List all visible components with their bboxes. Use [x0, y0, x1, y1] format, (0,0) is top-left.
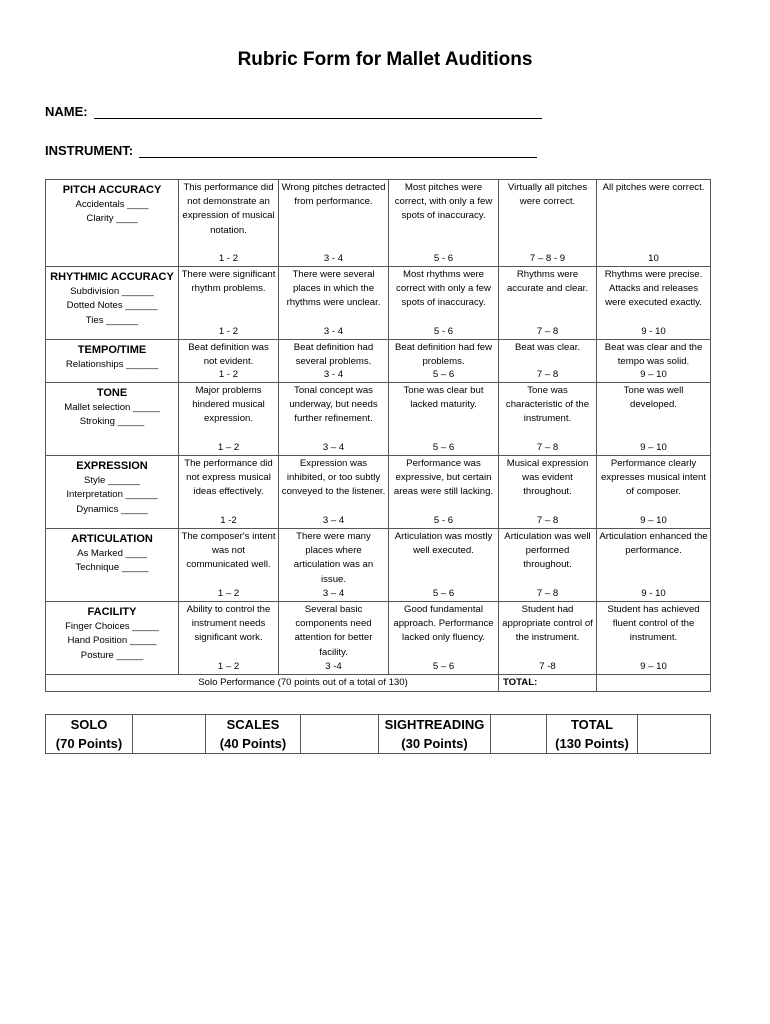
criterion-cell[interactable]	[279, 180, 389, 267]
criterion-text: Good fundamental approach. Performance lacked only fluency.	[393, 604, 494, 644]
criterion-text: Wrong pitches detracted from performance.	[281, 182, 386, 208]
criterion-score: 7 – 8	[536, 514, 559, 526]
category-subitem[interactable]: Clarity ____	[86, 213, 138, 225]
criterion-cell[interactable]	[279, 529, 389, 602]
summary-points: (130 Points)	[555, 736, 629, 751]
criterion-score: 5 - 6	[433, 514, 454, 526]
criterion-score: 9 – 10	[640, 514, 667, 526]
category-cell	[46, 529, 179, 602]
criterion-cell[interactable]	[597, 383, 711, 456]
category-name: TEMPO/TIME	[77, 344, 147, 356]
category-name: PITCH ACCURACY	[62, 184, 162, 196]
summary-score-cell[interactable]	[491, 715, 547, 754]
criterion-cell[interactable]	[499, 383, 597, 456]
category-cell	[46, 180, 179, 267]
summary-name: TOTAL	[570, 717, 614, 732]
category-cell	[46, 456, 179, 529]
criterion-cell[interactable]	[389, 529, 499, 602]
summary-points: (30 Points)	[401, 736, 468, 751]
category-subitem[interactable]: Technique _____	[75, 562, 149, 574]
criterion-text: Articulation was mostly well executed.	[394, 531, 493, 557]
category-subitem[interactable]: Stroking _____	[79, 416, 145, 428]
rubric-total-label: TOTAL:	[499, 675, 597, 692]
criterion-score: 1 - 2	[218, 325, 239, 337]
criterion-text: There were several places in which the rhythms were unclear.	[286, 269, 381, 309]
criterion-cell[interactable]	[389, 456, 499, 529]
criterion-score: 9 - 10	[641, 325, 666, 337]
criterion-score: 5 – 6	[432, 441, 455, 453]
solo-total-row	[46, 675, 711, 692]
criterion-cell[interactable]	[179, 180, 279, 267]
summary-name: SIGHTREADING	[384, 717, 485, 732]
category-subitem[interactable]: Relationships ______	[65, 359, 159, 370]
rubric-row	[46, 267, 711, 340]
rubric-row	[46, 529, 711, 602]
criterion-score: 3 -4	[325, 660, 342, 672]
criterion-cell[interactable]	[279, 267, 389, 340]
criterion-cell[interactable]	[597, 267, 711, 340]
criterion-text: There were significant rhythm problems.	[181, 269, 276, 295]
criterion-score: 7 – 8	[536, 325, 559, 337]
criterion-cell[interactable]	[499, 456, 597, 529]
criterion-score: 9 – 10	[640, 368, 667, 380]
rubric-row	[46, 340, 711, 383]
criterion-cell[interactable]	[179, 456, 279, 529]
category-subitem[interactable]: Interpretation ______	[66, 489, 158, 501]
category-cell	[46, 383, 179, 456]
criterion-score: 1 – 2	[217, 587, 240, 599]
criterion-score: 5 – 6	[432, 368, 455, 380]
criterion-text: Articulation enhanced the performance.	[599, 531, 708, 557]
criterion-score: 1 – 2	[217, 441, 240, 453]
summary-score-cell[interactable]	[133, 715, 206, 754]
criterion-text: Beat definition was not evident.	[188, 342, 269, 368]
rubric-table	[45, 179, 711, 692]
category-cell	[46, 340, 179, 383]
summary-score-cell[interactable]	[638, 715, 711, 754]
criterion-text: Beat definition had several problems.	[293, 342, 374, 368]
name-label: NAME:	[45, 104, 88, 119]
criterion-text: Beat was clear.	[514, 342, 581, 353]
category-cell	[46, 602, 179, 675]
criterion-cell[interactable]	[279, 340, 389, 383]
criterion-cell[interactable]	[179, 340, 279, 383]
criterion-text: Tone was characteristic of the instrument.	[505, 385, 590, 425]
criterion-cell[interactable]	[597, 456, 711, 529]
criterion-cell[interactable]	[597, 340, 711, 383]
criterion-text: Major problems hindered musical expression.	[192, 385, 265, 425]
criterion-score: 7 – 8	[536, 368, 559, 380]
criterion-text: There were many places where articulation was an issue.	[293, 531, 374, 585]
criterion-text: Several basic components need attention for better facility.	[294, 604, 373, 658]
summary-label-cell	[46, 715, 133, 754]
criterion-cell[interactable]	[279, 602, 389, 675]
criterion-score: 9 - 10	[641, 587, 666, 599]
criterion-text: Beat definition had few problems.	[394, 342, 493, 368]
category-subitem[interactable]: As Marked ____	[77, 548, 147, 559]
category-subitem[interactable]: Dynamics _____	[76, 503, 148, 515]
category-subitem[interactable]: Mallet selection _____	[64, 402, 160, 413]
criterion-score: 3 – 4	[322, 514, 345, 526]
category-subitem[interactable]: Ties ______	[85, 314, 139, 326]
summary-row	[46, 715, 711, 754]
category-name: TONE	[96, 387, 128, 399]
criterion-text: Ability to control the instrument needs significant work.	[186, 604, 271, 644]
criterion-text: Beat was clear and the tempo was solid.	[604, 342, 703, 368]
criterion-score: 3 – 4	[322, 441, 345, 453]
category-subitem[interactable]: Finger Choices _____	[65, 621, 159, 632]
criterion-text: Expression was inhibited, or too subtly conveyed to the listener.	[281, 458, 386, 498]
criterion-score: 7 -8	[539, 660, 556, 672]
summary-label-cell	[547, 715, 638, 754]
summary-points: (40 Points)	[219, 736, 287, 751]
criterion-text: Student has achieved fluent control of the instrument.	[607, 604, 700, 644]
criterion-score: 3 - 4	[323, 325, 344, 337]
rubric-row	[46, 602, 711, 675]
name-field[interactable]	[45, 104, 542, 119]
criterion-text: This performance did not demonstrate an expression of musical notation.	[182, 182, 275, 236]
criterion-cell[interactable]	[499, 529, 597, 602]
criterion-score: 1 - 2	[218, 368, 239, 380]
page-title: Rubric Form for Mallet Auditions	[237, 49, 533, 70]
criterion-score: 7 – 8	[536, 441, 559, 453]
criterion-cell[interactable]	[499, 180, 597, 267]
rubric-row	[46, 383, 711, 456]
rubric-row	[46, 180, 711, 267]
criterion-text: Performance was expressive, but certain areas were still lacking.	[393, 458, 494, 498]
instrument-label: INSTRUMENT:	[45, 143, 134, 158]
criterion-score: 1 - 2	[218, 252, 239, 264]
summary-points: (70 Points)	[55, 736, 123, 751]
criterion-cell[interactable]	[179, 529, 279, 602]
category-subitem[interactable]: Accidentals ____	[75, 199, 149, 210]
category-subitem[interactable]: Style ______	[83, 475, 140, 486]
criterion-text: The composer's intent was not communicated well.	[181, 531, 276, 571]
summary-label-cell	[379, 715, 491, 754]
criterion-text: Rhythms were precise. Attacks and releases were executed exactly.	[604, 269, 703, 309]
solo-performance-label: Solo Performance (70 points out of a total of 130)	[46, 675, 499, 692]
category-subitem[interactable]: Hand Position _____	[67, 635, 157, 647]
criterion-text: Performance clearly expresses musical intent of composer.	[600, 458, 707, 498]
category-name: ARTICULATION	[71, 533, 153, 545]
summary-name: SCALES	[226, 717, 280, 732]
criterion-score: 3 – 4	[322, 587, 345, 599]
criterion-cell[interactable]	[499, 602, 597, 675]
criterion-cell[interactable]	[597, 529, 711, 602]
criterion-cell[interactable]	[389, 340, 499, 383]
criterion-cell[interactable]	[179, 383, 279, 456]
category-name: EXPRESSION	[76, 460, 148, 472]
criterion-cell[interactable]	[597, 180, 711, 267]
criterion-cell[interactable]	[179, 267, 279, 340]
instrument-field[interactable]	[45, 143, 537, 158]
criterion-cell[interactable]	[279, 456, 389, 529]
criterion-text: Articulation was well performed throughout.	[504, 531, 591, 571]
criterion-text: The performance did not express musical ideas effectively.	[184, 458, 273, 498]
criterion-text: Musical expression was evident throughout.	[506, 458, 589, 498]
criterion-score: 5 - 6	[433, 325, 454, 337]
criterion-text: Tone was clear but lacked maturity.	[403, 385, 484, 411]
criterion-score: 9 – 10	[640, 441, 667, 453]
criterion-score: 1 -2	[220, 514, 237, 526]
category-cell	[46, 267, 179, 340]
summary-score-cell[interactable]	[301, 715, 379, 754]
criterion-score: 5 – 6	[432, 660, 455, 672]
criterion-score: 10	[648, 252, 659, 264]
criterion-cell[interactable]	[389, 267, 499, 340]
criterion-cell[interactable]	[389, 180, 499, 267]
criterion-cell[interactable]	[499, 340, 597, 383]
criterion-text: Virtually all pitches were correct.	[507, 182, 588, 208]
criterion-cell[interactable]	[389, 383, 499, 456]
criterion-text: Student had appropriate control of the instrument.	[502, 604, 593, 644]
summary-label-cell	[206, 715, 301, 754]
criterion-score: 3 - 4	[323, 252, 344, 264]
criterion-score: 9 – 10	[640, 660, 667, 672]
criterion-text: Most pitches were correct, with only a few spots of inaccuracy.	[394, 182, 493, 222]
rubric-total-value[interactable]	[597, 675, 711, 692]
criterion-score: 5 - 6	[433, 252, 454, 264]
name-line[interactable]	[94, 105, 542, 119]
criterion-score: 7 – 8	[536, 587, 559, 599]
category-name: FACILITY	[87, 606, 137, 618]
summary-table	[45, 714, 711, 754]
criterion-cell[interactable]	[179, 602, 279, 675]
criterion-cell[interactable]	[389, 602, 499, 675]
criterion-text: Tone was well developed.	[623, 385, 684, 411]
instrument-line[interactable]	[139, 144, 537, 158]
criterion-text: All pitches were correct.	[602, 182, 705, 193]
rubric-row	[46, 456, 711, 529]
category-subitem[interactable]: Dotted Notes ______	[66, 300, 158, 312]
criterion-cell[interactable]	[597, 602, 711, 675]
criterion-score: 7 – 8 - 9	[529, 252, 566, 264]
criterion-score: 1 – 2	[217, 660, 240, 672]
criterion-cell[interactable]	[279, 383, 389, 456]
category-name: RHYTHMIC ACCURACY	[50, 271, 174, 283]
summary-name: SOLO	[70, 717, 108, 732]
category-subitem[interactable]: Posture _____	[80, 649, 144, 661]
criterion-score: 3 - 4	[323, 368, 344, 380]
criterion-score: 5 – 6	[432, 587, 455, 599]
criterion-text: Most rhythms were correct with only a few spots of inaccuracy.	[396, 269, 491, 309]
category-subitem[interactable]: Subdivision ______	[70, 286, 154, 297]
criterion-cell[interactable]	[499, 267, 597, 340]
criterion-text: Rhythms were accurate and clear.	[506, 269, 589, 295]
criterion-text: Tonal concept was underway, but needs further refinement.	[289, 385, 378, 425]
